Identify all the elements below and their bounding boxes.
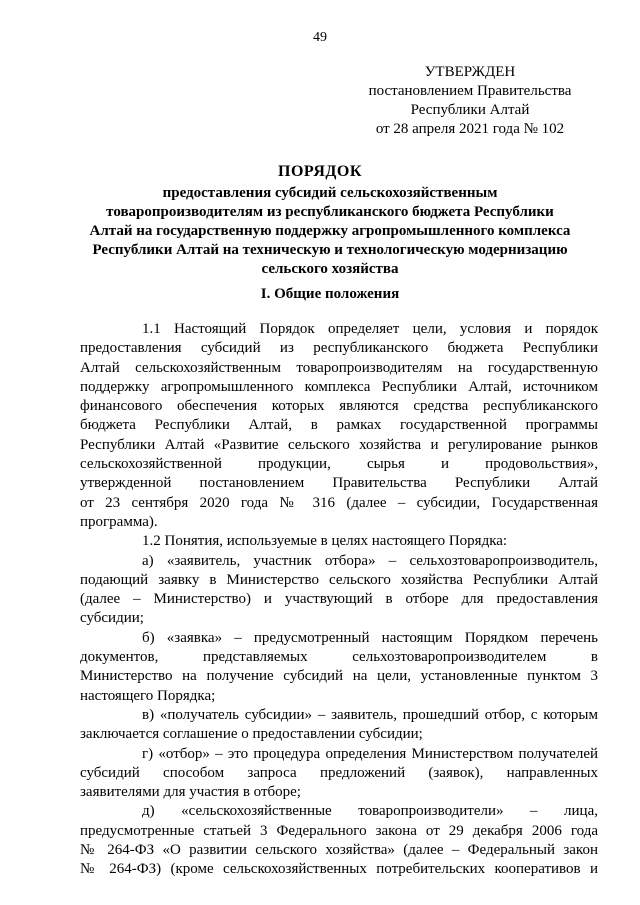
body-text: [80, 320, 598, 880]
subtitle-line: Республики Алтай на техническую и технологическую модернизацию: [92, 242, 568, 258]
approval-line: от 28 апреля 2021 года № 102: [375, 121, 565, 137]
body-line: № 264-ФЗ «О развитии сельского хозяйства» (далее – Федеральный закон: [80, 842, 598, 859]
section-heading: I. Общие положения: [260, 286, 400, 302]
body-line: предоставления субсидий из республиканского бюджета Республики: [80, 340, 598, 357]
approval-line: Республики Алтай: [410, 102, 530, 118]
body-line: Министерство на получение субсидий на цели, установленные пунктом 3: [80, 668, 598, 685]
document-title: ПОРЯДОК: [278, 163, 362, 180]
page-number: 49: [313, 30, 327, 45]
body-line: финансового обеспечения которых являются средства республиканского: [80, 398, 598, 415]
subtitle-line: товаропроизводителям из республиканского бюджета Республики: [106, 204, 554, 220]
body-line: документов, представляемых сельхозтоваропроизводителем в: [80, 649, 598, 666]
body-line: № 264-ФЗ) (кроме сельскохозяйственных потребительских кооперативов и: [80, 861, 598, 878]
subtitle-line: Алтай на государственную поддержку агропромышленного комплекса: [89, 223, 571, 239]
subtitle-line: предоставления субсидий сельскохозяйственным: [162, 185, 498, 201]
body-line: настоящего Порядка;: [80, 687, 216, 704]
body-line: сельскохозяйственной продукции, сырья и продовольствия»,: [80, 456, 598, 473]
document-subtitle: [80, 184, 580, 279]
body-line: предусмотренные статьей 3 Федерального закона от 29 декабря 2006 года: [80, 822, 598, 839]
body-line: заключается соглашение о предоставлении субсидии;: [80, 726, 423, 743]
body-line: от 23 сентября 2020 года № 316 (далее – субсидии, Государственная: [80, 494, 598, 511]
approval-line: постановлением Правительства: [368, 83, 572, 99]
body-line: в) «получатель субсидии» – заявитель, прошедший отбор, с которым: [142, 706, 598, 723]
body-line: подающий заявку в Министерство сельского хозяйства Республики Алтай: [80, 571, 598, 588]
body-line: 1.2 Понятия, используемые в целях настоящего Порядка:: [142, 533, 508, 550]
body-line: Алтай сельскохозяйственным товаропроизводителям на государственную: [80, 359, 598, 376]
body-line: бюджета Республики Алтай, в рамках государственной программы: [80, 417, 598, 434]
body-line: (далее – Министерство) и участвующий в отборе для предоставления: [80, 591, 598, 608]
body-line: б) «заявка» – предусмотренный настоящим Порядком перечень: [142, 629, 598, 646]
body-line: д) «сельскохозяйственные товаропроизводители» – лица,: [142, 803, 598, 820]
body-line: субсидий способом запроса предложений (заявок), направленных: [80, 764, 598, 781]
body-line: а) «заявитель, участник отбора» – сельхозтоваропроизводитель,: [142, 552, 598, 569]
body-line: утвержденной постановлением Правительства Республики Алтай: [80, 475, 598, 492]
approval-block: [350, 63, 590, 139]
body-line: Республики Алтай «Развитие сельского хозяйства и регулирование рынков: [80, 436, 598, 453]
body-line: субсидии;: [80, 610, 144, 627]
subtitle-line: сельского хозяйства: [261, 261, 399, 277]
body-line: 1.1 Настоящий Порядок определяет цели, условия и порядок: [142, 321, 598, 337]
body-line: поддержку агропромышленного комплекса Республики Алтай, источником: [80, 378, 598, 395]
body-line: программа).: [80, 513, 158, 530]
body-line: г) «отбор» – это процедура определения Министерством получателей: [142, 745, 598, 762]
approval-line: УТВЕРЖДЕН: [424, 64, 516, 80]
body-line: заявителями для участия в отборе;: [80, 784, 301, 801]
